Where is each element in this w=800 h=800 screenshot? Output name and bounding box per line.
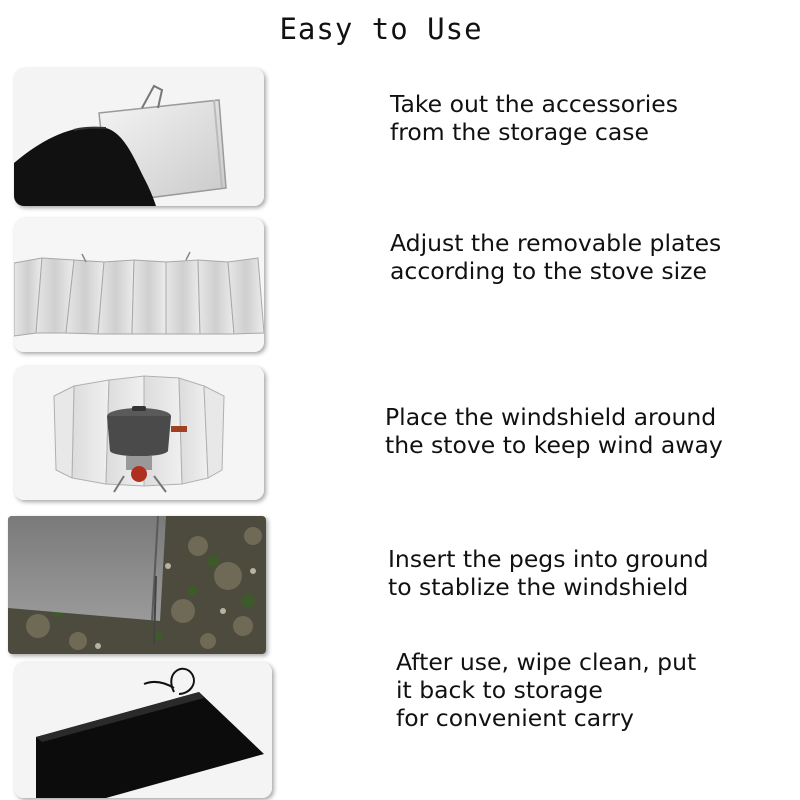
step-1-text bbox=[390, 90, 678, 146]
black-storage-bag-photo-icon bbox=[14, 662, 272, 798]
step-3-line-2: the stove to keep wind away bbox=[385, 431, 723, 459]
step-4-line-2: to stablize the windshield bbox=[388, 573, 689, 601]
step-2-line-2: according to the stove size bbox=[390, 257, 707, 285]
stove-windshield-photo-icon bbox=[14, 366, 264, 500]
step-3-line-1: Place the windshield around bbox=[385, 403, 717, 431]
step-1-line-1: Take out the accessories bbox=[390, 90, 679, 118]
step-5-text bbox=[396, 648, 696, 732]
page-title: Easy to Use bbox=[279, 12, 483, 46]
step-3-image bbox=[14, 366, 264, 500]
step-3-text bbox=[385, 403, 723, 459]
step-5-line-1: After use, wipe clean, put bbox=[396, 648, 697, 676]
step-5-line-2: it back to storage bbox=[396, 676, 603, 704]
step-2-image bbox=[14, 218, 264, 352]
step-1-line-2: from the storage case bbox=[390, 118, 649, 146]
step-4-image bbox=[8, 516, 266, 654]
step-4-line-1: Insert the pegs into ground bbox=[388, 545, 709, 573]
storage-case-photo-icon bbox=[14, 68, 264, 206]
step-4-text bbox=[388, 545, 709, 601]
step-5-image bbox=[14, 662, 272, 798]
unfolded-plates-photo-icon bbox=[14, 218, 264, 352]
step-2-text bbox=[390, 229, 721, 285]
step-5-line-3: for convenient carry bbox=[396, 704, 634, 732]
pegs-in-ground-photo-icon bbox=[8, 516, 266, 654]
step-2-line-1: Adjust the removable plates bbox=[390, 229, 722, 257]
step-1-image bbox=[14, 68, 264, 206]
